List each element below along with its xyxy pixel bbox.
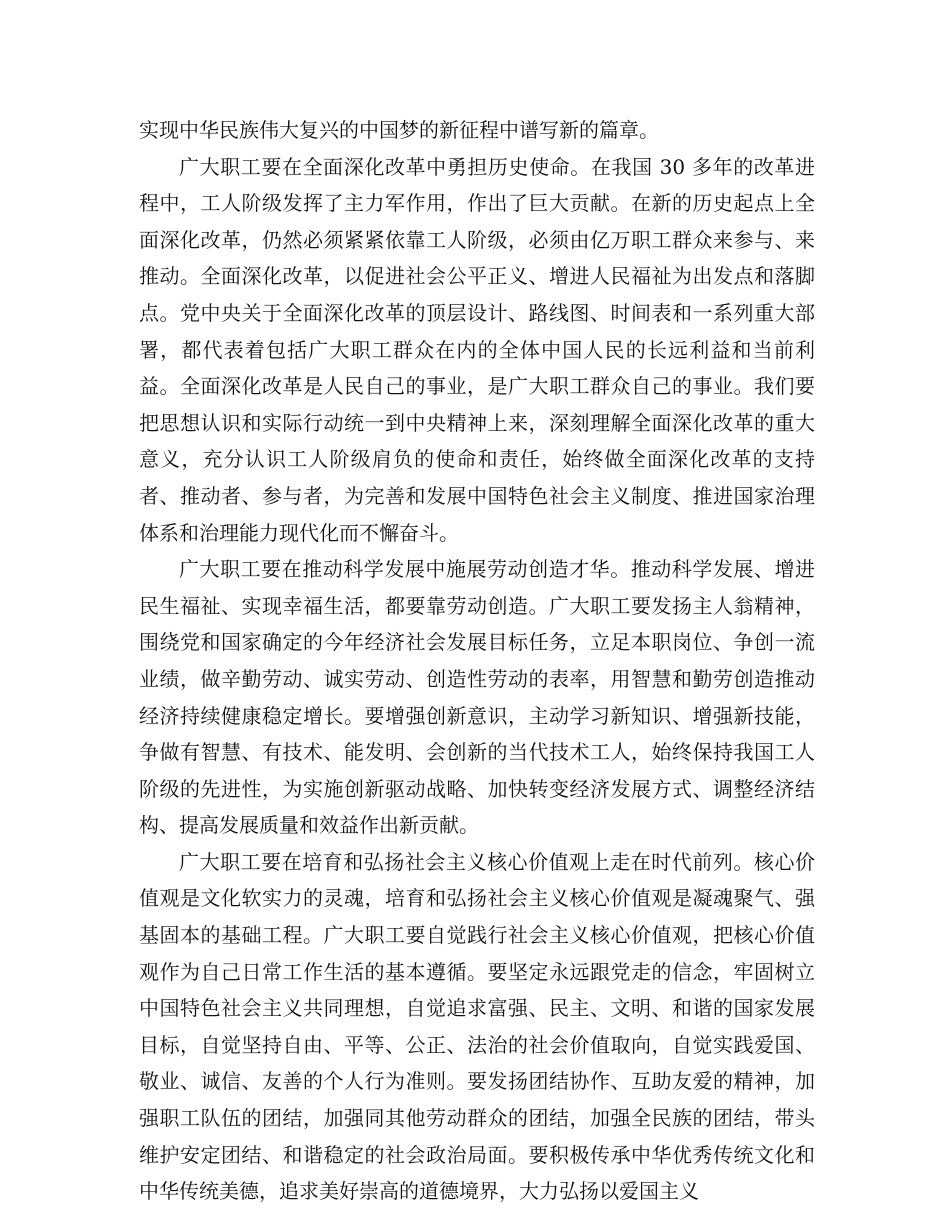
paragraph-continuation: 实现中华民族伟大复兴的中国梦的新征程中谱写新的篇章。 [139, 118, 659, 142]
paragraph-scientific-development: 广大职工要在推动科学发展中施展劳动创造才华。推动科学发展、增进民生福祉、实现幸福生活，都要靠劳动创造。广大职工要发扬主人翁精神，围绕党和国家确定的今年经济社会发展目标任务，立足本职岗位、争创一流业绩，做辛勤劳动、诚实劳动、创造性劳动的表率，用智慧和勤劳创造推动经济持续健康稳定增长。要增强创新意识，主动学习新知识、增强新技能，争做有智慧、有技术、能发明、会创新的当代技术工人，始终保持我国工人阶级的先进性，为实施创新驱动战略、加快转变经济发展方式、调整经济结构、提高发展质量和效益作出新贡献。 [139, 557, 815, 838]
paragraph-core-values: 广大职工要在培育和弘扬社会主义核心价值观上走在时代前列。核心价值观是文化软实力的灵魂，培育和弘扬社会主义核心价值观是凝魂聚气、强基固本的基础工程。广大职工要自觉践行社会主义核心价值观，把核心价值观作为自己日常工作生活的基本遵循。要坚定永远跟党走的信念，牢固树立中国特色社会主义共同理想，自觉追求富强、民主、文明、和谐的国家发展目标，自觉坚持自由、平等、公正、法治的社会价值取向，自觉实践爱国、敬业、诚信、友善的个人行为准则。要发扬团结协作、互助友爱的精神，加强职工队伍的团结，加强同其他劳动群众的团结，加强全民族的团结，带头维护安定团结、和谐稳定的社会政治局面。要积极传承中华优秀传统文化和中华传统美德，追求美好崇高的道德境界，大力弘扬以爱国主义 [139, 849, 815, 1204]
paragraph-reform-mission: 广大职工要在全面深化改革中勇担历史使命。在我国 30 多年的改革进程中，工人阶级发挥了主力军作用，作出了巨大贡献。在新的历史起点上全面深化改革，仍然必须紧紧依靠工人阶级，必须由亿万职工群众来参与、来推动。全面深化改革，以促进社会公平正义、增进人民福祉为出发点和落脚点。党中央关于全面深化改革的顶层设计、路线图、时间表和一系列重大部署，都代表着包括广大职工群众在内的全体中国人民的长远利益和当前利益。全面深化改革是人民自己的事业，是广大职工群众自己的事业。我们要把思想认识和实际行动统一到中央精神上来，深刻理解全面深化改革的重大意义，充分认识工人阶级肩负的使命和责任，始终做全面深化改革的支持者、推动者、参与者，为完善和发展中国特色社会主义制度、推进国家治理体系和治理能力现代化而不懈奋斗。 [139, 154, 815, 545]
document-page [139, 112, 815, 1210]
